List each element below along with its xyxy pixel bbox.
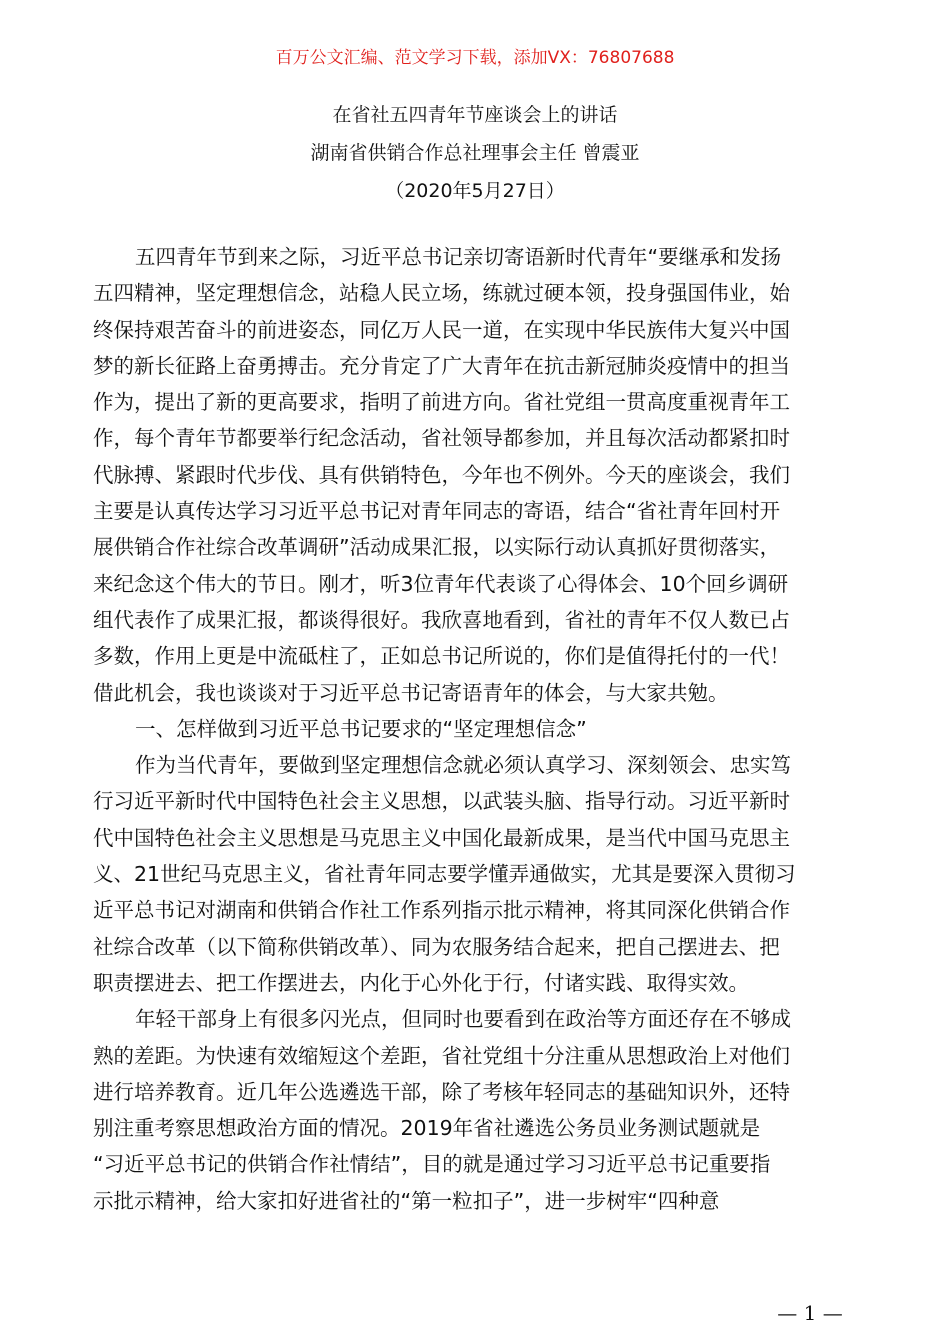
- paragraph-line: 作为，提出了新的更高要求，指明了前进方向。省社党组一贯高度重视青年工: [93, 390, 790, 415]
- speaker-line: 湖南省供销合作总社理事会主任 曾震亚: [310, 142, 640, 164]
- paragraph-line: 别注重考察思想政治方面的情况。2019年省社遴选公务员业务测试题就是: [93, 1116, 761, 1141]
- paragraph-line: 行习近平新时代中国特色社会主义思想，以武装头脑、指导行动。习近平新时: [93, 789, 790, 814]
- paragraph-line: 借此机会，我也谈谈对于习近平总书记寄语青年的体会，与大家共勉。: [93, 680, 729, 705]
- paragraph-line: 来纪念这个伟大的节日。刚才，听3位青年代表谈了心得体会、10个回乡调研: [93, 571, 789, 596]
- page-number: — 1 —: [777, 1301, 843, 1325]
- paragraph-line: 熟的差距。为快速有效缩短这个差距，省社党组十分注重从思想政治上对他们: [93, 1043, 790, 1068]
- section-heading: 一、怎样做到习近平总书记要求的“坚定理想信念”: [135, 716, 587, 741]
- paragraph-line: 进行培养教育。近几年公选遴选干部，除了考核年轻同志的基础知识外，还特: [93, 1079, 790, 1104]
- speech-title: 在省社五四青年节座谈会上的讲话: [332, 104, 618, 126]
- paragraph-line: 梦的新长征路上奋勇搏击。充分肯定了广大青年在抗击新冠肺炎疫情中的担当: [93, 353, 790, 378]
- watermark-banner: 百万公文汇编、范文学习下载，添加VX：76807688: [275, 48, 675, 68]
- paragraph-line: 代脉搏、紧跟时代步伐、具有供销特色，今年也不例外。今天的座谈会，我们: [93, 462, 790, 487]
- speech-title-block: [0, 96, 950, 210]
- paragraph-line: 组代表作了成果汇报，都谈得很好。我欣喜地看到，省社的青年不仅人数已占: [93, 607, 790, 632]
- speech-date: （2020年5月27日）: [385, 180, 565, 202]
- paragraph-line: 多数，作用上更是中流砥柱了，正如总书记所说的，你们是值得托付的一代！: [93, 644, 790, 669]
- paragraph-line: 近平总书记对湖南和供销合作社工作系列指示批示精神，将其同深化供销合作: [93, 898, 790, 923]
- paragraph-line: 五四精神，坚定理想信念，站稳人民立场，练就过硬本领，投身强国伟业，始: [93, 281, 790, 306]
- paragraph-line: 义、21世纪马克思主义，省社青年同志要学懂弄通做实，尤其是要深入贯彻习: [93, 862, 796, 887]
- paragraph-line: 作为当代青年，要做到坚定理想信念就必须认真学习、深刻领会、忠实笃: [135, 753, 791, 778]
- paragraph-line: “习近平总书记的供销合作社情结”，目的就是通过学习习近平总书记重要指: [93, 1152, 771, 1177]
- paragraph-line: 主要是认真传达学习习近平总书记对青年同志的寄语，结合“省社青年回村开: [93, 499, 781, 524]
- paragraph-line: 代中国特色社会主义思想是马克思主义中国化最新成果，是当代中国马克思主: [93, 825, 790, 850]
- paragraph-line: 示批示精神，给大家扣好进省社的“第一粒扣子”，进一步树牢“四种意: [93, 1188, 720, 1213]
- paragraph-line: 五四青年节到来之际，习近平总书记亲切寄语新时代青年“要继承和发扬: [135, 245, 782, 269]
- paragraph-line: 展供销合作社综合改革调研”活动成果汇报，以实际行动认真抓好贯彻落实，: [93, 535, 781, 560]
- paragraph-line: 社综合改革（以下简称供销改革）、同为农服务结合起来，把自己摆进去、把: [93, 934, 780, 959]
- paragraph-line: 终保持艰苦奋斗的前进姿态，同亿万人民一道，在实现中华民族伟大复兴中国: [93, 317, 790, 342]
- paragraph-line: 作，每个青年节都要举行纪念活动，省社领导都参加，并且每次活动都紧扣时: [93, 426, 790, 451]
- paragraph-line: 职责摆进去、把工作摆进去，内化于心外化于行，付诸实践、取得实效。: [93, 970, 749, 995]
- paragraph-line: 年轻干部身上有很多闪光点，但同时也要看到在政治等方面还存在不够成: [135, 1007, 791, 1032]
- speech-body: [93, 239, 863, 1219]
